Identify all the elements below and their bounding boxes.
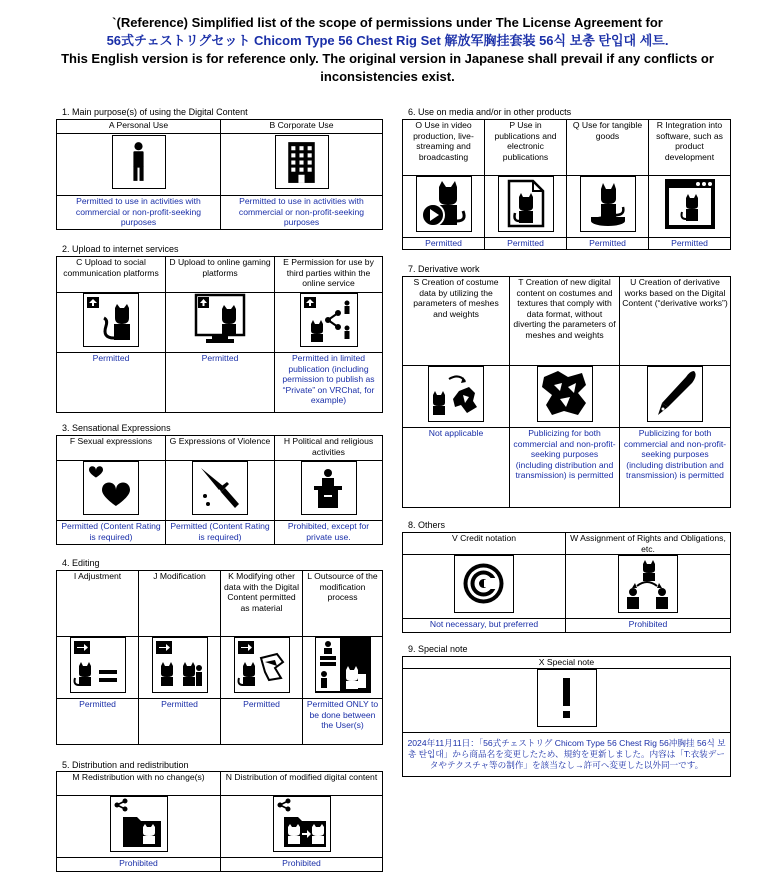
label-x-special-note: X Special note: [403, 657, 731, 669]
costume-icon: [428, 366, 484, 422]
label-w-assignment: W Assignment of Rights and Obligations, etc.: [566, 533, 731, 555]
section-7-table: [402, 276, 731, 508]
figure-icon: [580, 176, 636, 232]
status-n: Prohibited: [221, 858, 383, 872]
adjust-icon: [70, 637, 126, 693]
label-k-modify-other: K Modifying other data with the Digital Content permitted as material: [221, 571, 303, 637]
status-d: Permitted: [166, 353, 275, 413]
label-l-outsource: L Outsource of the modification process: [303, 571, 383, 637]
status-f: Permitted (Content Rating is required): [57, 521, 166, 545]
section-2-table: [56, 256, 383, 413]
section-4-title: 4. Editing: [62, 558, 100, 568]
status-t: Publicizing for both commercial and non-profit-seeking purposes (including distribution and transmission) is permitted: [510, 428, 620, 508]
modify-other-icon: [234, 637, 290, 693]
label-d-upload-gaming: D Upload to online gaming platforms: [166, 257, 275, 293]
label-m-redistribution: M Redistribution with no change(s): [57, 772, 221, 796]
section-4-table: [56, 570, 383, 745]
label-q-goods: Q Use for tangible goods: [567, 120, 649, 176]
status-b: Permitted to use in activities with commercial or non-profit-seeking purposes: [221, 196, 383, 230]
header-line-4: inconsistencies exist.: [320, 69, 455, 84]
status-a: Permitted to use in activities with commercial or non-profit-seeking purposes: [57, 196, 221, 230]
status-w: Prohibited: [566, 619, 731, 633]
status-e: Permitted in limited publication (including permission to publish as “Private” on VRChat, for example): [275, 353, 383, 413]
label-h-political: H Political and religious activities: [275, 436, 383, 461]
status-j: Permitted: [139, 699, 221, 745]
section-3-title: 3. Sensational Expressions: [62, 423, 171, 433]
copyright-icon: [454, 555, 514, 613]
section-6-table: [402, 119, 731, 250]
label-a-personal-use: A Personal Use: [57, 120, 221, 134]
texture-icon: [537, 366, 593, 422]
upload-gaming-icon: [192, 293, 248, 347]
video-icon: [416, 176, 472, 232]
status-r: Permitted: [649, 238, 731, 250]
label-c-upload-social: C Upload to social communication platforms: [57, 257, 166, 293]
modify-icon: [152, 637, 208, 693]
upload-social-icon: [83, 293, 139, 347]
header-line-1: `(Reference) Simplified list of the scope of permissions under The License Agreement for: [112, 15, 663, 30]
pen-icon: [647, 366, 703, 422]
status-i: Permitted: [57, 699, 139, 745]
share-third-party-icon: [300, 293, 358, 347]
redistribute-icon: [110, 796, 168, 852]
document-header: [20, 14, 755, 86]
status-c: Permitted: [57, 353, 166, 413]
hearts-icon: [83, 461, 139, 515]
distribute-modified-icon: [273, 796, 331, 852]
label-t-texture: T Creation of new digital content on costumes and textures that comply with data format, without diverting the parameters of meshes and weights: [510, 277, 620, 366]
status-g: Permitted (Content Rating is required): [166, 521, 275, 545]
label-i-adjustment: I Adjustment: [57, 571, 139, 637]
assignment-icon: [618, 555, 678, 613]
section-1-table: [56, 119, 383, 230]
section-9-table: [402, 656, 731, 777]
label-e-third-party: E Permission for use by third parties within the online service: [275, 257, 383, 293]
section-2-title: 2. Upload to internet services: [62, 244, 179, 254]
label-g-violence: G Expressions of Violence: [166, 436, 275, 461]
section-5-table: [56, 771, 383, 872]
label-b-corporate-use: B Corporate Use: [221, 120, 383, 134]
podium-icon: [301, 461, 357, 515]
header-line-3: This English version is for reference only. The original version in Japanese shall prevail if any conflicts or: [61, 51, 714, 66]
person-icon: [112, 135, 166, 189]
exclamation-icon: [537, 669, 597, 727]
special-note-text: 2024年11月11日：「56式チェストリグ Chicom Type 56 Chest Rig 56冲胸挂 56식 보총 탄입대」から商品名を変更したため、規約を更新しました。内容は「T:衣装データやテクスチャ等の制作」を該当なし→許可へ変更した以外同一です。: [403, 733, 731, 777]
status-p: Permitted: [485, 238, 567, 250]
header-product-name: 56式チェストリグセット Chicom Type 56 Chest Rig Set 解放军胸挂套装 56식 보총 탄입대 세트.: [106, 33, 669, 48]
status-o: Permitted: [403, 238, 485, 250]
knife-icon: [192, 461, 248, 515]
label-j-modification: J Modification: [139, 571, 221, 637]
section-1-title: 1. Main purpose(s) of using the Digital Content: [62, 107, 248, 117]
label-n-modified-distribution: N Distribution of modified digital content: [221, 772, 383, 796]
label-f-sexual: F Sexual expressions: [57, 436, 166, 461]
status-q: Permitted: [567, 238, 649, 250]
section-8-table: [402, 532, 731, 633]
section-6-title: 6. Use on media and/or in other products: [408, 107, 572, 117]
label-p-publications: P Use in publications and electronic publications: [485, 120, 567, 176]
status-m: Prohibited: [57, 858, 221, 872]
building-icon: [275, 135, 329, 189]
label-o-video: O Use in video production, live-streaming and broadcasting: [403, 120, 485, 176]
status-s: Not applicable: [403, 428, 510, 508]
status-v: Not necessary, but preferred: [403, 619, 566, 633]
status-k: Permitted: [221, 699, 303, 745]
document-icon: [498, 176, 554, 232]
software-window-icon: [662, 176, 718, 232]
status-h: Prohibited, except for private use.: [275, 521, 383, 545]
label-s-costume: S Creation of costume data by utilizing the parameters of meshes and weights: [403, 277, 510, 366]
section-5-title: 5. Distribution and redistribution: [62, 760, 189, 770]
label-r-software: R Integration into software, such as product development: [649, 120, 731, 176]
outsource-icon: [315, 637, 371, 693]
status-l: Permitted ONLY to be done between the User(s): [303, 699, 383, 745]
label-v-credit: V Credit notation: [403, 533, 566, 555]
section-8-title: 8. Others: [408, 520, 446, 530]
section-9-title: 9. Special note: [408, 644, 468, 654]
section-7-title: 7. Derivative work: [408, 264, 480, 274]
status-u: Publicizing for both commercial and non-profit-seeking purposes (including distribution and transmission) is permitted: [620, 428, 731, 508]
section-3-table: [56, 435, 383, 545]
label-u-derivative: U Creation of derivative works based on the Digital Content (“derivative works”): [620, 277, 731, 366]
